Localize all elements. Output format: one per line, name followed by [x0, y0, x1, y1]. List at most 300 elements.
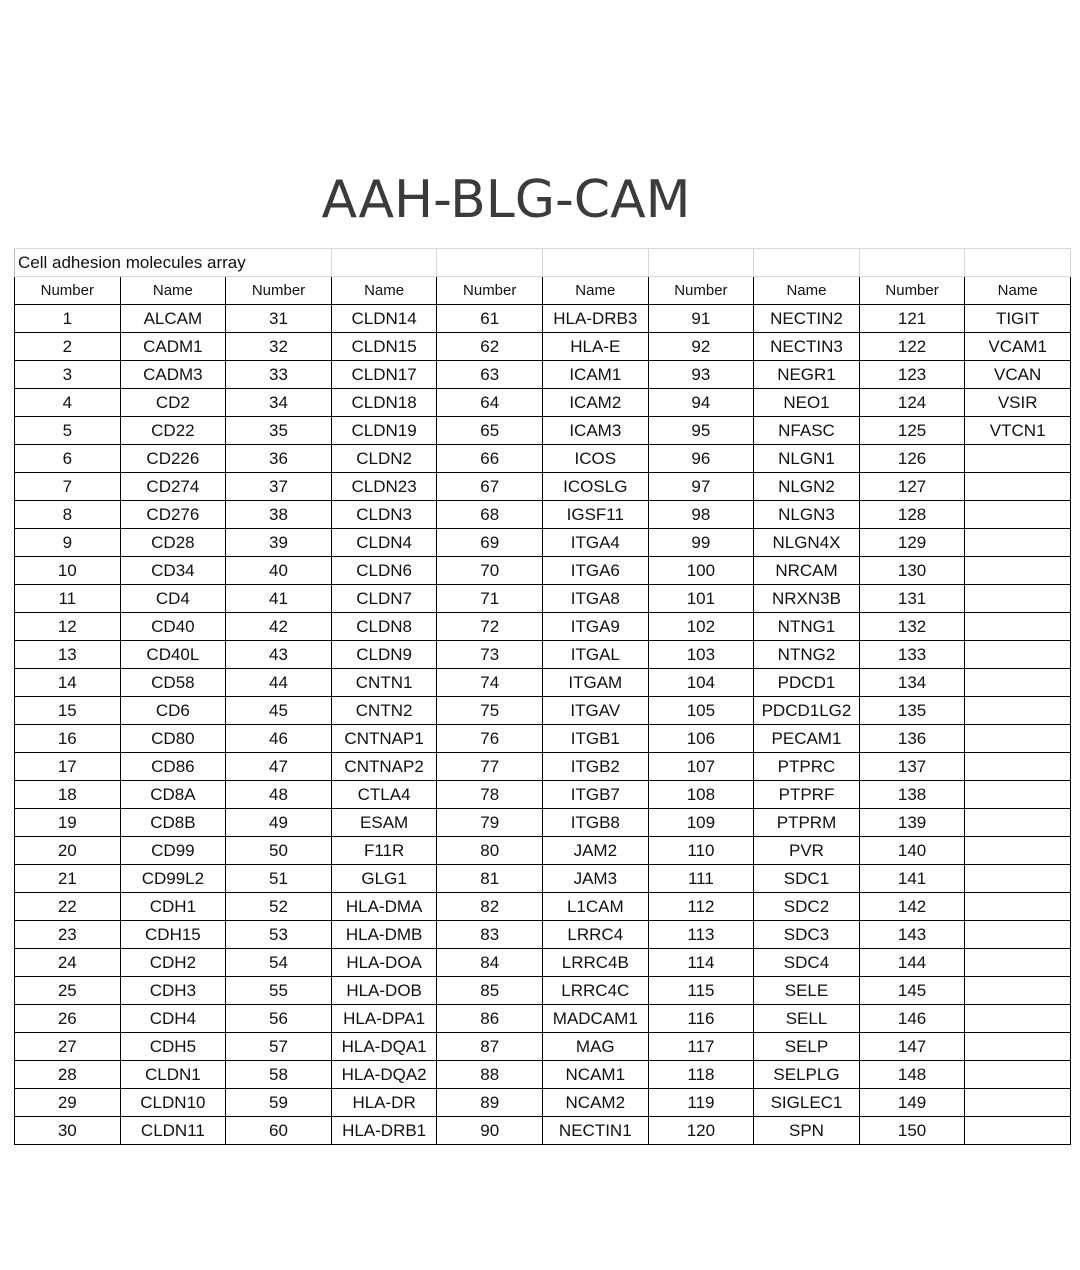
cell-molecule-name: HLA-DR: [331, 1089, 437, 1117]
cell-number: 133: [859, 641, 965, 669]
cell-number: 4: [15, 389, 121, 417]
cell-number: 96: [648, 445, 754, 473]
cell-number: 16: [15, 725, 121, 753]
cell-molecule-name: MADCAM1: [543, 1005, 649, 1033]
cell-molecule-name: CDH1: [120, 893, 226, 921]
cell-number: 114: [648, 949, 754, 977]
caption-empty-cell: [331, 249, 437, 277]
cell-molecule-name: ITGAM: [543, 669, 649, 697]
cell-molecule-name: CNTN1: [331, 669, 437, 697]
cell-number: 129: [859, 529, 965, 557]
cell-number: 92: [648, 333, 754, 361]
cell-number: 123: [859, 361, 965, 389]
cell-molecule-name: LRRC4C: [543, 977, 649, 1005]
caption-empty-cell: [754, 249, 860, 277]
cell-molecule-name: PVR: [754, 837, 860, 865]
cell-number: 33: [226, 361, 332, 389]
cell-molecule-name: SDC3: [754, 921, 860, 949]
cell-molecule-name: PDCD1LG2: [754, 697, 860, 725]
header-number: Number: [648, 277, 754, 305]
table-row: [15, 501, 1071, 529]
cell-number: 146: [859, 1005, 965, 1033]
cell-number: 141: [859, 865, 965, 893]
cell-molecule-name: LRRC4B: [543, 949, 649, 977]
cell-molecule-name: ITGB8: [543, 809, 649, 837]
cell-molecule-name: CLDN9: [331, 641, 437, 669]
cell-number: 138: [859, 781, 965, 809]
cell-number: 119: [648, 1089, 754, 1117]
table-caption-row: [15, 249, 1071, 277]
table-row: [15, 837, 1071, 865]
cell-number: 13: [15, 641, 121, 669]
cell-number: 117: [648, 1033, 754, 1061]
cell-number: 120: [648, 1117, 754, 1145]
cell-number: 3: [15, 361, 121, 389]
cell-molecule-name: CLDN18: [331, 389, 437, 417]
header-name: Name: [754, 277, 860, 305]
cell-molecule-name: VTCN1: [965, 417, 1071, 445]
caption-empty-cell: [648, 249, 754, 277]
cell-number: 103: [648, 641, 754, 669]
cell-number: 105: [648, 697, 754, 725]
cell-molecule-name: [965, 585, 1071, 613]
cell-number: 70: [437, 557, 543, 585]
header-name: Name: [331, 277, 437, 305]
cell-number: 14: [15, 669, 121, 697]
cell-number: 125: [859, 417, 965, 445]
cell-molecule-name: PECAM1: [754, 725, 860, 753]
cell-number: 109: [648, 809, 754, 837]
cell-molecule-name: [965, 445, 1071, 473]
cell-number: 58: [226, 1061, 332, 1089]
cell-molecule-name: CNTNAP2: [331, 753, 437, 781]
cell-molecule-name: NTNG2: [754, 641, 860, 669]
cell-molecule-name: PTPRC: [754, 753, 860, 781]
cell-number: 21: [15, 865, 121, 893]
cell-number: 63: [437, 361, 543, 389]
header-number: Number: [226, 277, 332, 305]
table-row: [15, 753, 1071, 781]
cell-number: 102: [648, 613, 754, 641]
cell-number: 10: [15, 557, 121, 585]
cell-molecule-name: HLA-DPA1: [331, 1005, 437, 1033]
cell-molecule-name: [965, 781, 1071, 809]
cell-number: 145: [859, 977, 965, 1005]
table-row: [15, 893, 1071, 921]
cell-number: 34: [226, 389, 332, 417]
table-row: [15, 977, 1071, 1005]
cell-number: 31: [226, 305, 332, 333]
cell-molecule-name: CD274: [120, 473, 226, 501]
cell-number: 5: [15, 417, 121, 445]
cell-molecule-name: PTPRF: [754, 781, 860, 809]
header-number: Number: [437, 277, 543, 305]
cell-number: 40: [226, 557, 332, 585]
cell-number: 45: [226, 697, 332, 725]
cell-molecule-name: NEGR1: [754, 361, 860, 389]
cell-molecule-name: CLDN3: [331, 501, 437, 529]
table-row: [15, 305, 1071, 333]
cell-molecule-name: NLGN2: [754, 473, 860, 501]
cell-number: 11: [15, 585, 121, 613]
cell-molecule-name: HLA-DRB3: [543, 305, 649, 333]
cell-number: 56: [226, 1005, 332, 1033]
header-name: Name: [543, 277, 649, 305]
cell-molecule-name: LRRC4: [543, 921, 649, 949]
cell-molecule-name: ALCAM: [120, 305, 226, 333]
table-row: [15, 865, 1071, 893]
cell-molecule-name: [965, 893, 1071, 921]
cell-number: 88: [437, 1061, 543, 1089]
cell-molecule-name: CLDN17: [331, 361, 437, 389]
cell-number: 143: [859, 921, 965, 949]
cell-molecule-name: SELPLG: [754, 1061, 860, 1089]
cell-molecule-name: [965, 473, 1071, 501]
cell-number: 59: [226, 1089, 332, 1117]
cell-molecule-name: NEO1: [754, 389, 860, 417]
cell-number: 29: [15, 1089, 121, 1117]
cell-number: 94: [648, 389, 754, 417]
cell-molecule-name: NCAM2: [543, 1089, 649, 1117]
cell-molecule-name: ICOSLG: [543, 473, 649, 501]
cell-number: 130: [859, 557, 965, 585]
cell-number: 26: [15, 1005, 121, 1033]
cell-molecule-name: [965, 977, 1071, 1005]
cell-number: 127: [859, 473, 965, 501]
cell-molecule-name: ITGAL: [543, 641, 649, 669]
cell-molecule-name: CLDN10: [120, 1089, 226, 1117]
cell-number: 7: [15, 473, 121, 501]
cell-number: 37: [226, 473, 332, 501]
cell-number: 12: [15, 613, 121, 641]
cell-number: 30: [15, 1117, 121, 1145]
cell-molecule-name: [965, 613, 1071, 641]
cell-number: 62: [437, 333, 543, 361]
cell-molecule-name: SELL: [754, 1005, 860, 1033]
cell-number: 98: [648, 501, 754, 529]
cell-number: 57: [226, 1033, 332, 1061]
cell-number: 46: [226, 725, 332, 753]
cell-molecule-name: [965, 1033, 1071, 1061]
cell-number: 107: [648, 753, 754, 781]
cell-molecule-name: HLA-DMB: [331, 921, 437, 949]
cell-molecule-name: NRCAM: [754, 557, 860, 585]
cell-molecule-name: CLDN1: [120, 1061, 226, 1089]
cell-number: 19: [15, 809, 121, 837]
table-row: [15, 473, 1071, 501]
cell-number: 122: [859, 333, 965, 361]
cell-molecule-name: CDH5: [120, 1033, 226, 1061]
cell-molecule-name: VCAM1: [965, 333, 1071, 361]
cell-molecule-name: CD276: [120, 501, 226, 529]
cell-molecule-name: ITGAV: [543, 697, 649, 725]
cell-molecule-name: ITGB1: [543, 725, 649, 753]
cell-molecule-name: ICAM3: [543, 417, 649, 445]
cell-number: 124: [859, 389, 965, 417]
table-row: [15, 697, 1071, 725]
cell-number: 73: [437, 641, 543, 669]
cell-molecule-name: NECTIN3: [754, 333, 860, 361]
cell-number: 126: [859, 445, 965, 473]
cell-molecule-name: SELE: [754, 977, 860, 1005]
cell-molecule-name: [965, 557, 1071, 585]
cell-number: 69: [437, 529, 543, 557]
cell-number: 135: [859, 697, 965, 725]
cell-number: 95: [648, 417, 754, 445]
cell-molecule-name: CD8B: [120, 809, 226, 837]
cell-molecule-name: [965, 529, 1071, 557]
cell-molecule-name: [965, 753, 1071, 781]
cell-number: 55: [226, 977, 332, 1005]
cell-number: 1: [15, 305, 121, 333]
cell-molecule-name: CDH3: [120, 977, 226, 1005]
cell-number: 54: [226, 949, 332, 977]
cell-number: 28: [15, 1061, 121, 1089]
cell-molecule-name: ITGA4: [543, 529, 649, 557]
cell-molecule-name: ITGA8: [543, 585, 649, 613]
cell-number: 38: [226, 501, 332, 529]
cell-number: 8: [15, 501, 121, 529]
cell-number: 35: [226, 417, 332, 445]
table-row: [15, 669, 1071, 697]
cell-molecule-name: [965, 1005, 1071, 1033]
cell-number: 81: [437, 865, 543, 893]
cell-molecule-name: CADM1: [120, 333, 226, 361]
cell-molecule-name: NLGN1: [754, 445, 860, 473]
cell-number: 39: [226, 529, 332, 557]
cell-number: 110: [648, 837, 754, 865]
table-row: [15, 585, 1071, 613]
cell-number: 91: [648, 305, 754, 333]
cell-number: 47: [226, 753, 332, 781]
cell-number: 64: [437, 389, 543, 417]
cell-molecule-name: CDH4: [120, 1005, 226, 1033]
cell-molecule-name: [965, 809, 1071, 837]
cell-molecule-name: CD99L2: [120, 865, 226, 893]
cell-molecule-name: ICOS: [543, 445, 649, 473]
cell-molecule-name: [965, 501, 1071, 529]
cell-molecule-name: HLA-DOA: [331, 949, 437, 977]
cell-molecule-name: HLA-DMA: [331, 893, 437, 921]
cell-molecule-name: [965, 865, 1071, 893]
cell-molecule-name: ITGB7: [543, 781, 649, 809]
header-name: Name: [965, 277, 1071, 305]
cell-molecule-name: CNTN2: [331, 697, 437, 725]
cell-molecule-name: CLDN8: [331, 613, 437, 641]
cell-molecule-name: ICAM2: [543, 389, 649, 417]
cell-number: 80: [437, 837, 543, 865]
cell-molecule-name: ITGA9: [543, 613, 649, 641]
cell-molecule-name: SELP: [754, 1033, 860, 1061]
cell-number: 18: [15, 781, 121, 809]
cell-number: 99: [648, 529, 754, 557]
table-row: [15, 389, 1071, 417]
cell-molecule-name: HLA-DOB: [331, 977, 437, 1005]
cell-molecule-name: CD226: [120, 445, 226, 473]
cell-molecule-name: ITGA6: [543, 557, 649, 585]
cell-number: 147: [859, 1033, 965, 1061]
table-row: [15, 949, 1071, 977]
cell-number: 9: [15, 529, 121, 557]
table-row: [15, 445, 1071, 473]
table-header-row: [15, 277, 1071, 305]
cell-molecule-name: CD99: [120, 837, 226, 865]
cell-molecule-name: VSIR: [965, 389, 1071, 417]
cell-molecule-name: CNTNAP1: [331, 725, 437, 753]
cell-molecule-name: CLDN19: [331, 417, 437, 445]
table-row: [15, 557, 1071, 585]
cell-number: 149: [859, 1089, 965, 1117]
cell-molecule-name: NECTIN1: [543, 1117, 649, 1145]
cell-molecule-name: NLGN4X: [754, 529, 860, 557]
caption-empty-cell: [543, 249, 649, 277]
cell-molecule-name: CD8A: [120, 781, 226, 809]
cell-molecule-name: SPN: [754, 1117, 860, 1145]
cell-molecule-name: CD34: [120, 557, 226, 585]
cell-number: 132: [859, 613, 965, 641]
table-row: [15, 1005, 1071, 1033]
cell-molecule-name: [965, 949, 1071, 977]
cell-molecule-name: CLDN23: [331, 473, 437, 501]
cell-molecule-name: SDC4: [754, 949, 860, 977]
cell-molecule-name: CLDN2: [331, 445, 437, 473]
cell-molecule-name: ICAM1: [543, 361, 649, 389]
table-row: [15, 641, 1071, 669]
cell-number: 84: [437, 949, 543, 977]
cell-molecule-name: VCAN: [965, 361, 1071, 389]
table-row: [15, 781, 1071, 809]
cell-number: 48: [226, 781, 332, 809]
cell-number: 44: [226, 669, 332, 697]
table-row: [15, 361, 1071, 389]
cell-molecule-name: CDH15: [120, 921, 226, 949]
cell-number: 17: [15, 753, 121, 781]
cell-number: 25: [15, 977, 121, 1005]
cell-molecule-name: [965, 921, 1071, 949]
cell-number: 86: [437, 1005, 543, 1033]
cell-number: 61: [437, 305, 543, 333]
cell-number: 118: [648, 1061, 754, 1089]
cell-molecule-name: CADM3: [120, 361, 226, 389]
cell-molecule-name: SDC1: [754, 865, 860, 893]
cell-molecule-name: MAG: [543, 1033, 649, 1061]
cell-molecule-name: [965, 1089, 1071, 1117]
cell-number: 2: [15, 333, 121, 361]
cell-number: 115: [648, 977, 754, 1005]
cell-molecule-name: HLA-DQA2: [331, 1061, 437, 1089]
table-row: [15, 1117, 1071, 1145]
cell-molecule-name: HLA-DQA1: [331, 1033, 437, 1061]
cell-number: 53: [226, 921, 332, 949]
table-row: [15, 333, 1071, 361]
table-row: [15, 809, 1071, 837]
table-row: [15, 1033, 1071, 1061]
cell-molecule-name: CD80: [120, 725, 226, 753]
cell-number: 134: [859, 669, 965, 697]
table-row: [15, 613, 1071, 641]
header-number: Number: [15, 277, 121, 305]
cell-molecule-name: IGSF11: [543, 501, 649, 529]
cell-number: 106: [648, 725, 754, 753]
cell-number: 42: [226, 613, 332, 641]
cell-number: 32: [226, 333, 332, 361]
cell-molecule-name: CDH2: [120, 949, 226, 977]
cell-number: 79: [437, 809, 543, 837]
cell-number: 43: [226, 641, 332, 669]
cell-number: 23: [15, 921, 121, 949]
cell-molecule-name: NECTIN2: [754, 305, 860, 333]
table-row: [15, 921, 1071, 949]
cell-number: 41: [226, 585, 332, 613]
cell-molecule-name: SDC2: [754, 893, 860, 921]
cell-number: 20: [15, 837, 121, 865]
table-row: [15, 725, 1071, 753]
cell-number: 15: [15, 697, 121, 725]
cell-molecule-name: NRXN3B: [754, 585, 860, 613]
cell-number: 51: [226, 865, 332, 893]
cell-number: 78: [437, 781, 543, 809]
cell-number: 6: [15, 445, 121, 473]
cell-molecule-name: TIGIT: [965, 305, 1071, 333]
table-caption: Cell adhesion molecules array: [15, 249, 332, 277]
cell-number: 116: [648, 1005, 754, 1033]
cell-molecule-name: CD4: [120, 585, 226, 613]
cell-number: 85: [437, 977, 543, 1005]
cell-number: 112: [648, 893, 754, 921]
cell-number: 87: [437, 1033, 543, 1061]
cell-molecule-name: ESAM: [331, 809, 437, 837]
cell-number: 83: [437, 921, 543, 949]
table-row: [15, 1089, 1071, 1117]
cell-number: 148: [859, 1061, 965, 1089]
page-title: AAH-BLG-CAM: [321, 170, 691, 230]
cell-molecule-name: CLDN11: [120, 1117, 226, 1145]
cam-array-table: [14, 248, 1071, 1145]
cell-number: 142: [859, 893, 965, 921]
cell-molecule-name: CD28: [120, 529, 226, 557]
cell-molecule-name: CLDN6: [331, 557, 437, 585]
cell-number: 22: [15, 893, 121, 921]
cell-molecule-name: CD40: [120, 613, 226, 641]
cell-number: 67: [437, 473, 543, 501]
cell-number: 101: [648, 585, 754, 613]
cell-number: 65: [437, 417, 543, 445]
cell-number: 131: [859, 585, 965, 613]
cell-number: 50: [226, 837, 332, 865]
cell-number: 144: [859, 949, 965, 977]
cell-number: 60: [226, 1117, 332, 1145]
cell-molecule-name: CD6: [120, 697, 226, 725]
cell-molecule-name: [965, 669, 1071, 697]
cell-molecule-name: F11R: [331, 837, 437, 865]
caption-empty-cell: [965, 249, 1071, 277]
cell-molecule-name: CLDN14: [331, 305, 437, 333]
cell-number: 104: [648, 669, 754, 697]
cell-molecule-name: CD58: [120, 669, 226, 697]
cell-molecule-name: [965, 837, 1071, 865]
cell-number: 113: [648, 921, 754, 949]
cell-molecule-name: PTPRM: [754, 809, 860, 837]
cell-number: 76: [437, 725, 543, 753]
cell-number: 136: [859, 725, 965, 753]
cell-molecule-name: [965, 697, 1071, 725]
cell-number: 71: [437, 585, 543, 613]
cell-number: 121: [859, 305, 965, 333]
table-row: [15, 417, 1071, 445]
cell-number: 97: [648, 473, 754, 501]
cell-number: 140: [859, 837, 965, 865]
cell-number: 89: [437, 1089, 543, 1117]
